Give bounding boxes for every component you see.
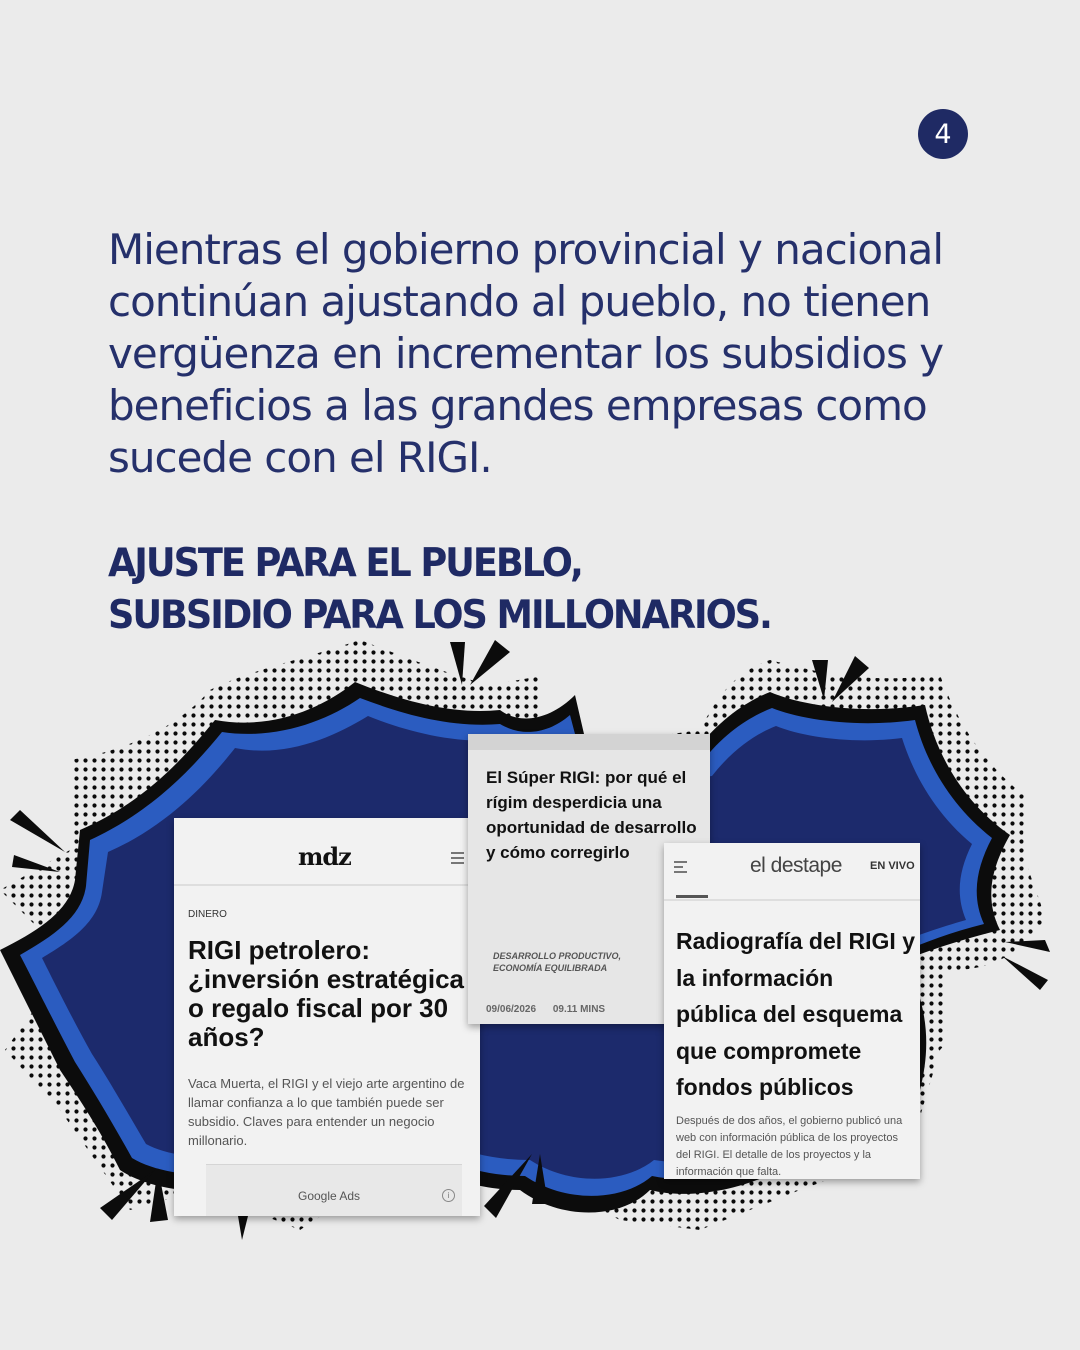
site-header bbox=[664, 843, 920, 901]
site-header bbox=[174, 818, 480, 886]
article-excerpt: Vaca Muerta, el RIGI y el viejo arte argentino de llamar confianza a lo que también puede ser subsidio. Claves para entender un negocio millonario. bbox=[188, 1076, 465, 1148]
site-logo[interactable]: mdz bbox=[298, 842, 351, 871]
info-icon[interactable]: i bbox=[442, 1189, 455, 1202]
page-number-badge: 4 bbox=[918, 109, 968, 159]
article-excerpt: Después de dos años, el gobierno publicó una web con información pública de los proyectos del RIGI. El detalle de los proyectos y la información que falta. bbox=[676, 1115, 903, 1178]
headline-line-2: SUBSIDIO PARA LOS MILLONARIOS. bbox=[108, 593, 771, 638]
menu-icon[interactable] bbox=[674, 861, 687, 876]
site-logo[interactable]: el destape bbox=[750, 854, 842, 877]
tag[interactable]: DESARROLLO PRODUCTIVO, bbox=[493, 951, 622, 961]
section-label[interactable]: DINERO bbox=[188, 909, 227, 920]
article-card-el-destape[interactable] bbox=[664, 843, 920, 1179]
live-link[interactable]: EN VIVO bbox=[870, 860, 915, 872]
article-title[interactable]: RIGI petrolero: ¿inversión estratégica o regalo fiscal por 30 años? bbox=[188, 935, 464, 1052]
article-date: 09/06/2026 bbox=[486, 1004, 537, 1015]
lead-paragraph: Mientras el gobierno provincial y nacional continúan ajustando al pueblo, no tienen vergüenza en incrementar los subsidios y beneficios a las grandes empresas como sucede con el RIGI. bbox=[108, 225, 944, 482]
ad-banner[interactable] bbox=[206, 1164, 462, 1216]
ad-label: Google Ads bbox=[298, 1189, 361, 1203]
headline bbox=[108, 538, 935, 642]
article-card-mdz[interactable] bbox=[174, 818, 480, 1216]
article-tags bbox=[493, 950, 693, 974]
card-top-strip bbox=[468, 734, 710, 750]
article-title[interactable]: El Súper RIGI: por qué el rígim desperdicia una oportunidad de desarrollo y cómo corregirlo bbox=[486, 768, 697, 862]
menu-underline bbox=[676, 895, 708, 898]
tag[interactable]: ECONOMÍA EQUILIBRADA bbox=[493, 963, 608, 973]
read-time: 09.11 MINS bbox=[552, 1004, 606, 1015]
article-title[interactable]: Radiografía del RIGI y la información pública del esquema que compromete fondos públicos bbox=[676, 928, 915, 1100]
headline-line-1: AJUSTE PARA EL PUEBLO, bbox=[108, 541, 582, 586]
menu-icon[interactable] bbox=[451, 852, 464, 867]
